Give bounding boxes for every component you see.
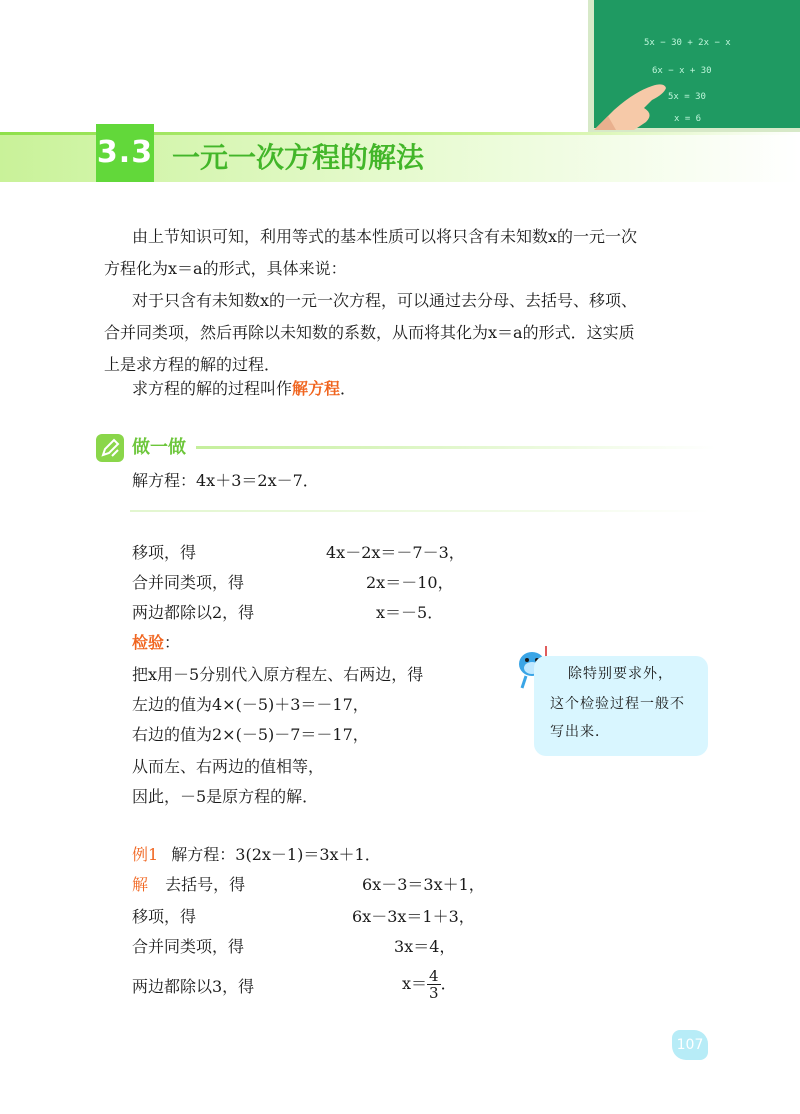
step-equation: 6x－3＝3x＋1， xyxy=(362,875,485,894)
step-label: 移项，得 xyxy=(132,907,197,926)
tip-line: 除特别要求外， xyxy=(568,666,673,682)
activity-divider-lower xyxy=(130,510,710,512)
check-line: 因此，－5是原方程的解． xyxy=(132,787,319,806)
step-label: 去括号，得 xyxy=(165,875,246,894)
pointing-hand-icon xyxy=(594,70,684,130)
section-title: 一元一次方程的解法 xyxy=(172,141,425,174)
activity-heading: 做一做 xyxy=(132,437,186,458)
equation-suffix: ． xyxy=(440,974,457,993)
check-colon: ： xyxy=(164,633,181,652)
tip-line: 写出来． xyxy=(550,724,610,740)
definition-line xyxy=(132,378,356,400)
paragraph-line: 由上节知识可知，利用等式的基本性质可以将只含有未知数x的一元一次 xyxy=(132,227,638,246)
check-line: 从而左、右两边的值相等， xyxy=(132,757,325,776)
step-label: 移项，得 xyxy=(132,543,197,562)
chalk-line: x = 6 xyxy=(674,114,702,124)
fraction-numerator: 4 xyxy=(429,967,439,985)
definition-prefix: 求方程的解的过程叫作 xyxy=(132,379,293,398)
check-heading xyxy=(132,632,180,654)
paragraph-line: 方程化为x＝a的形式，具体来说： xyxy=(104,259,347,278)
chalkboard-illustration xyxy=(588,0,800,134)
example-label: 例1 xyxy=(132,845,159,864)
check-label: 检验 xyxy=(132,633,165,652)
pencil-ruler-icon xyxy=(96,434,124,462)
section-number-badge: 3.3 xyxy=(96,124,154,182)
paragraph-line: 上是求方程的解的过程． xyxy=(104,355,281,374)
step-equation: x＝－5． xyxy=(376,603,444,622)
step-label: 合并同类项，得 xyxy=(132,937,245,956)
step-equation: 2x＝－10， xyxy=(366,573,454,592)
page-number: 107 xyxy=(672,1030,708,1060)
check-line: 右边的值为2×(－5)－7＝－17， xyxy=(132,725,369,744)
fraction xyxy=(427,968,441,1001)
activity-problem: 解方程：4x＋3＝2x－7． xyxy=(132,471,319,490)
check-line: 左边的值为4×(－5)＋3＝－17， xyxy=(132,695,369,714)
step-equation: 3x＝4， xyxy=(394,937,456,956)
definition-suffix: ． xyxy=(340,379,357,398)
step-label: 两边都除以2，得 xyxy=(132,603,255,622)
pencil-icon xyxy=(96,434,124,462)
step-equation: 4x－2x＝－7－3， xyxy=(326,543,465,562)
example-problem: 解方程：3(2x－1)＝3x＋1． xyxy=(171,845,381,864)
chalk-line: 5x = 30 xyxy=(668,92,706,102)
tip-box xyxy=(534,656,708,756)
solution-label: 解 xyxy=(132,875,149,894)
paragraph-line: 对于只含有未知数x的一元一次方程，可以通过去分母、去括号、移项、 xyxy=(132,291,638,310)
example-heading xyxy=(132,844,381,866)
check-line: 把x用－5分别代入原方程左、右两边，得 xyxy=(132,665,424,684)
solution-step xyxy=(132,874,245,896)
step-equation xyxy=(402,964,457,1004)
chalk-line: 6x − x + 30 xyxy=(652,66,712,76)
activity-divider xyxy=(196,446,716,449)
step-equation: 6x－3x＝1＋3， xyxy=(352,907,475,926)
step-label: 合并同类项，得 xyxy=(132,573,245,592)
tip-line: 这个检验过程一般不 xyxy=(550,696,685,712)
key-term: 解方程 xyxy=(292,379,341,398)
step-label: 两边都除以3，得 xyxy=(132,977,255,996)
paragraph-line: 合并同类项，然后再除以未知数的系数，从而将其化为x＝a的形式．这实质 xyxy=(104,323,635,342)
chalk-line: 5x − 30 + 2x − x xyxy=(644,38,731,48)
fraction-denominator: 3 xyxy=(429,984,439,1002)
equation-prefix: x＝ xyxy=(402,974,428,993)
